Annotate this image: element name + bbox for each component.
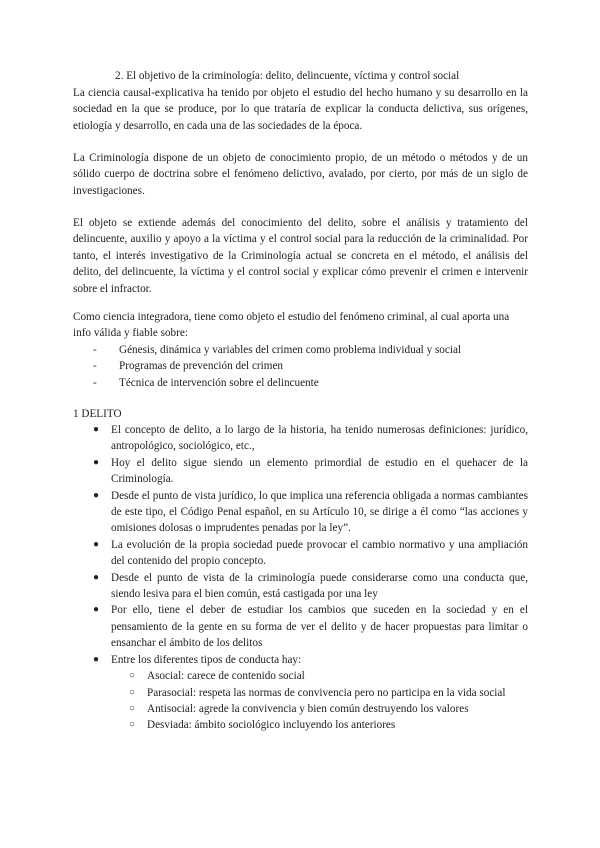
section-title: 1 DELITO: [73, 408, 122, 420]
bullet-list: [93, 422, 528, 734]
section-heading: 2. El objetivo de la criminología: delito, delincuente, víctima y control social: [115, 70, 460, 82]
dash-item-text: Técnica de intervención sobre el delincuente: [119, 376, 319, 389]
dash-item-text: Programas de prevención del crimen: [119, 360, 284, 373]
bullet-text: Desde el punto de vista de la criminología puede considerarse como una conducta que, siendo lesiva para el bien común, está castigada por una ley: [111, 571, 528, 601]
dash-list: [93, 342, 528, 391]
paragraph-2: La Criminología dispone de un objeto de conocimiento propio, de un método o métodos y de un sólido cuerpo de doctrina sobre el fenómeno delictivo, avalado, por cierto, por más de un siglo de investigaciones.: [73, 152, 528, 197]
sub-item-text: Antisocial: agrede la convivencia y bien común destruyendo los valores: [147, 702, 469, 715]
bullet-text: Hoy el delito sigue siendo un elemento primordial de estudio en el quehacer de la Criminología.: [111, 456, 528, 486]
bullet-item: [93, 488, 528, 537]
dash-list-item: [93, 342, 528, 358]
bullet-icon: ●: [93, 489, 100, 501]
dash-marker: -: [93, 360, 97, 373]
bullet-icon: ●: [93, 604, 100, 616]
dash-list-item: [93, 358, 528, 374]
circle-bullet-icon: ○: [129, 702, 136, 714]
bullet-text: Entre los diferentes tipos de conducta hay:: [111, 653, 302, 666]
bullet-text: La evolución de la propia sociedad puede provocar el cambio normativo y una ampliación del contenido del propio concepto.: [111, 538, 528, 568]
sub-item-text: Asocial: carece de contenido social: [147, 670, 305, 683]
sub-list-item: [129, 685, 528, 701]
bullet-icon: ●: [93, 571, 100, 583]
bullet-icon: ●: [93, 653, 100, 665]
dash-item-text: Génesis, dinámica y variables del crimen como problema individual y social: [119, 344, 462, 356]
bullet-item: [93, 422, 528, 455]
sub-list-item: [129, 668, 528, 684]
bullet-icon: ●: [93, 456, 100, 468]
bullet-text: Desde el punto de vista jurídico, lo que implica una referencia obligada a normas cambiantes de este tipo, el Código Penal español, en su Artículo 10, se dirige a él como “las acciones y omisiones dolosas o imprudentes penadas por la ley”.: [111, 489, 528, 535]
circle-bullet-icon: ○: [129, 719, 136, 731]
sub-list-item: [129, 701, 528, 717]
bullet-icon: ●: [93, 424, 100, 435]
dash-marker: -: [93, 344, 97, 356]
sub-item-text: Parasocial: respeta las normas de convivencia pero no participa en la vida social: [147, 686, 506, 699]
bullet-item: [93, 537, 528, 570]
sub-list-item: [129, 717, 528, 733]
bullet-item: [93, 570, 528, 603]
bullet-icon: ●: [93, 538, 100, 550]
bullet-item: [93, 652, 528, 734]
bullet-text: El concepto de delito, a lo largo de la historia, ha tenido numerosas definiciones: jurídico, antropológico, sociológico, etc.,: [111, 424, 528, 453]
paragraph-1: La ciencia causal-explicativa ha tenido por objeto el estudio del hecho humano y su desarrollo en la sociedad en la que se produce, por lo que trataría de explicar la conducta delictiva, sus orígenes, etiología y desarrollo, en cada una de las sociedades de la época.: [73, 87, 528, 132]
sub-list-wrapper: [111, 668, 528, 734]
paragraph-4: Como ciencia integradora, tiene como objeto el estudio del fenómeno criminal, al cual aporta una info válida y fiable sobre:: [73, 311, 510, 340]
bullet-text: Por ello, tiene el deber de estudiar los cambios que suceden en la sociedad y en el pensamiento de la gente en su forma de ver el delito y de hacer propuestas para limitar o ensanchar el ámbito de los delitos: [111, 604, 528, 650]
circle-bullet-icon: ○: [129, 686, 136, 698]
paragraph-3: El objeto se extiende además del conocimiento del delito, sobre el análisis y tratamiento del delincuente, auxilio y apoyo a la víctima y el control social para la reducción de la criminalidad. Por tanto, el interés investigativo de la Criminología actual se concreta en el método, el análisis del delito, del delincuente, la víctima y el control social y explicar cómo prevenir el crimen e intervenir sobre el infractor.: [73, 217, 528, 295]
bullet-item: [93, 455, 528, 488]
dash-marker: -: [93, 376, 97, 389]
circle-bullet-icon: ○: [129, 670, 136, 682]
sub-item-text: Desviada: ámbito sociológico incluyendo los anteriores: [147, 719, 396, 732]
conduct-types-list: [129, 668, 528, 734]
bullet-item: [93, 602, 528, 651]
dash-list-item: [93, 375, 528, 391]
